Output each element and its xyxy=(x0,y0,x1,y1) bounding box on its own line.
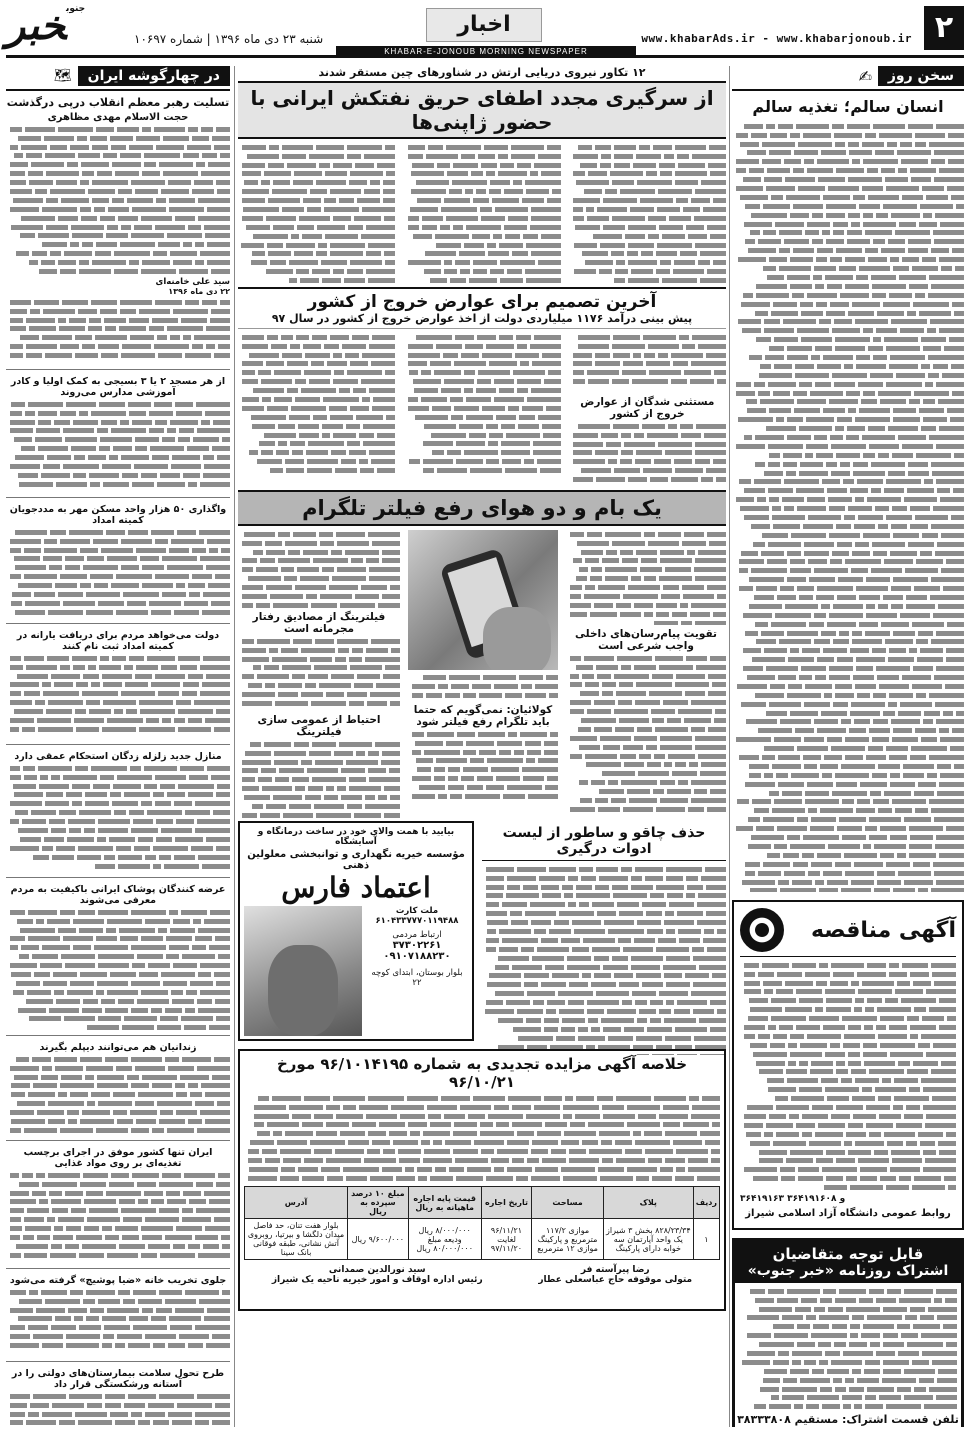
map-icon: 🗺 xyxy=(53,68,72,84)
tender-body xyxy=(740,961,956,1191)
telegram-subhead: احتیاط از عمومی سازی فیلترینگ xyxy=(257,714,381,738)
logo-text: خبر xyxy=(6,2,66,49)
charity-ad xyxy=(238,821,474,1041)
signatory-2-role: رئیس اداره اوقاف و امور خیریه ناحیه یک شیراز xyxy=(271,1275,483,1285)
brief-separator xyxy=(6,877,230,878)
auction-header-cell: مساحت xyxy=(532,1187,604,1219)
fire-story-col-a xyxy=(569,143,726,283)
card-number[interactable]: ۶۱۰۴۳۳۷۷۷۰۱۱۹۴۸۸ xyxy=(375,916,459,926)
auction-cell: ۸۲۸/۲۳/۳۴ بخش ۳ شیراز یک واحد آپارتمان سه خوابه دارای پارکینگ xyxy=(603,1219,693,1260)
telegram-story-c2 xyxy=(238,637,400,711)
condolence-body-2 xyxy=(6,298,230,364)
page-number: ۲ xyxy=(924,6,964,50)
brief-headline: زندانیان هم می‌توانند دیپلم بگیرند xyxy=(39,1042,197,1053)
brief-body xyxy=(6,400,230,492)
signatory-1-role: متولی موقوفه حاج عباسعلی عطار xyxy=(538,1275,693,1285)
exit-fee-sub: پیش بینی درآمد ۱۱۷۶ میلیاردی دولت از اخذ عوارض خروج از کشور در سال ۹۷ xyxy=(238,312,726,329)
brief-separator xyxy=(6,1035,230,1036)
brief-body xyxy=(6,1288,230,1356)
subscribe-phone[interactable]: ۳۸۳۳۳۸۰۸ xyxy=(737,1413,791,1426)
fire-story-col-c xyxy=(238,143,395,283)
editorial-title: انسان سالم؛ تغذیه سالم xyxy=(752,97,944,116)
brief-headline: ایران تنها کشور موفق در اجرای برچسب تغذیه‌ای بر روی مواد غذایی xyxy=(23,1147,213,1169)
tender-phone: ۳۶۴۱۹۱۶۳ و ۳۶۴۱۹۱۶۰۸ xyxy=(740,1194,846,1204)
paper-subtitle: KHABAR-E-JONOUB MORNING NEWSPAPER xyxy=(336,46,636,58)
exit-story-a2 xyxy=(569,422,726,484)
charity-photo xyxy=(244,906,362,1036)
charity-address: بلوار بوستان، ابتدای کوچه ۲۲ xyxy=(371,968,463,988)
condolence-title: تسلیت رهبر معظم انقلاب درپی درگذشت xyxy=(6,96,230,109)
signatory-1: رضا پیرآسته فر xyxy=(580,1265,650,1275)
subscribe-line2: اشتراک روزنامه «خبر جنوب» xyxy=(747,1263,949,1279)
telegram-story-a2 xyxy=(566,654,726,814)
site-urls[interactable]: www.khabarAds.ir - www.khabarjonoub.ir xyxy=(641,32,912,45)
auction-cell: ۱ xyxy=(693,1219,719,1260)
brief-list xyxy=(6,369,230,1427)
smartphone-photo xyxy=(408,530,558,670)
brief-body xyxy=(6,908,230,1030)
exit-fee-headline: آخرین تصمیم برای عوارض خروج از کشور xyxy=(307,292,657,312)
phones-label: ارتباط مردمی xyxy=(392,930,442,940)
university-logo-icon xyxy=(740,908,784,952)
fire-story-col-b xyxy=(403,143,560,283)
column-divider xyxy=(234,66,235,1427)
brief-body xyxy=(6,654,230,739)
auction-table xyxy=(244,1186,720,1260)
telegram-story-c1 xyxy=(238,530,400,608)
charity-line2: مؤسسه خیریه نگهداری و توانبخشی معلولین ذهنی xyxy=(247,849,465,871)
auction-row xyxy=(245,1219,720,1260)
tender-footer: روابط عمومی دانشگاه آزاد اسلامی شیراز xyxy=(745,1208,951,1219)
signatory-2: سید نورالدین صمدانی xyxy=(328,1265,426,1275)
brief-separator xyxy=(6,497,230,498)
subscribe-line1: قابل توجه متقاضیان xyxy=(772,1245,924,1263)
editorial-tag: سخن روز xyxy=(878,66,964,86)
telegram-story-b1 xyxy=(408,673,558,701)
brief-separator xyxy=(6,1140,230,1141)
brief-separator xyxy=(6,1361,230,1362)
condolence-body xyxy=(6,125,230,275)
auction-header-cell: پلاک xyxy=(603,1187,693,1219)
telegram-story-a1 xyxy=(566,530,726,625)
auction-ad xyxy=(238,1049,726,1311)
charity-phone-2[interactable]: ۰۹۱۰۷۱۸۸۲۳۰ xyxy=(383,951,451,962)
brief-body xyxy=(6,1392,230,1427)
telegram-subhead: تقویت پیام‌رسان‌های داخلی واجب شرعی است xyxy=(575,628,717,652)
column-divider xyxy=(729,66,730,1427)
exit-story-a1 xyxy=(569,333,726,393)
telegram-story-b2 xyxy=(408,730,558,806)
auction-cell: ۸/۰۰۰/۰۰۰ ریال ودیعه مبلغ ۸۰/۰۰۰/۰۰۰ ریال xyxy=(408,1219,481,1260)
card-label: ملت کارت xyxy=(395,906,439,916)
issue-line: شنبه ۲۳ دی ماه ۱۳۹۶ | شماره ۱۰۶۹۷ xyxy=(134,32,324,46)
leader-signature-date: ۲۲ دی ماه ۱۳۹۶ xyxy=(168,287,230,296)
kicker: ۱۲ تکاور نیروی دریایی ارتش در شناورهای چین مستقر شدند xyxy=(318,66,646,79)
subscribe-phone-label: تلفن قسمت اشتراک: مستقیم xyxy=(794,1413,959,1426)
pen-icon: ✍ xyxy=(858,66,872,86)
brief-headline: واگذاری ۵۰ هزار واحد مسکن مهر به مددجویان کمیته امداد xyxy=(9,504,227,526)
auction-header-cell: قیمت پایه اجاره ماهیانه به ریال xyxy=(408,1187,481,1219)
brief-headline: طرح تحول سلامت بیمارستان‌های دولتی را در آستانه ورشکستگی قرار داد xyxy=(11,1368,225,1390)
brief-headline: عرضه کنندگان پوشاک ایرانی باکیفیت به مردم معرفی می‌شوند xyxy=(10,884,226,906)
middle-column xyxy=(238,66,726,1427)
auction-cell: ۹۶/۱۱/۲۱ لغایت ۹۷/۱۱/۲۰ xyxy=(481,1219,532,1260)
auction-body xyxy=(244,1094,720,1186)
auction-cell: بلوار هفت تنان، حد فاصل میدان دلگشا و بیرتیا، روبروی آتش نشانی، طبقه فوقانی بانک سینا xyxy=(245,1219,348,1260)
leader-signature: سید علی خامنه‌ای xyxy=(155,277,230,287)
exit-story-c xyxy=(238,333,395,473)
exit-story-b xyxy=(403,333,560,473)
brief-headline: جلوی تخریب خانه «ضیا پوشیچ» گرفته می‌شود xyxy=(9,1275,227,1286)
telegram-headline: یک بام و دو هوای رفع فیلتر تلگرام xyxy=(302,496,662,520)
brief-separator xyxy=(6,1268,230,1269)
auction-header-cell: آدرس xyxy=(245,1187,348,1219)
brief-separator xyxy=(6,744,230,745)
main-headline: از سرگیری مجدد اطفای حریق نفتکش ایرانی با حضور ژاپنی‌ها xyxy=(250,86,714,134)
brief-body xyxy=(6,1055,230,1135)
brief-headline: منازل جدید زلزله زدگان استحکام عمقی دارد xyxy=(14,751,222,762)
auction-header-cell: مبلغ ۱۰ درصد سپرده به ریال xyxy=(348,1187,409,1219)
auction-header-cell: تاریخ اجاره xyxy=(481,1187,532,1219)
charity-phone-1[interactable]: ۳۷۳۰۲۲۶۱ xyxy=(392,940,442,951)
charity-name: اعتماد فارس xyxy=(281,871,431,904)
telegram-subhead: فیلترینگ از مصادیق رفتار مجرمانه است xyxy=(252,611,386,635)
auction-cell: موازی ۱۱۷/۲ مترمربع و پارکینگ موازی ۱۲ مترمربع xyxy=(532,1219,604,1260)
telegram-subhead: کولائیان: نمی‌گویم که حتما باید تلگرام رفع فیلتر شود xyxy=(413,704,553,728)
auction-header-cell: ردیف xyxy=(693,1187,719,1219)
subscription-ad xyxy=(732,1238,964,1427)
auction-cell: ۹/۶۰۰/۰۰۰ ریال xyxy=(348,1219,409,1260)
newspaper-logo xyxy=(6,4,126,48)
left-column xyxy=(6,66,230,1427)
section-title: اخبار xyxy=(426,8,542,42)
editorial-body xyxy=(732,122,964,892)
province-tag: در چهارگوشه ایران xyxy=(78,66,230,86)
telegram-story-c3 xyxy=(238,740,400,820)
tender-ad xyxy=(732,900,964,1230)
subscribe-body xyxy=(735,1283,961,1409)
right-column xyxy=(732,66,964,1427)
brief-body xyxy=(6,1171,230,1263)
brief-body xyxy=(6,764,230,872)
brief-separator xyxy=(6,369,230,370)
charity-line1: بیایید با همت والای خود در ساخت درمانگاه و آسایشگاه xyxy=(257,827,455,847)
auction-title: خلاصه آگهی مزایده تجدیدی به شماره ۹۶/۱۰۱۴۱۹۵ مورخ ۹۶/۱۰/۲۱ xyxy=(276,1055,688,1091)
weapons-story xyxy=(482,865,726,1055)
tender-title: آگهی مناقصه xyxy=(810,917,956,943)
logo-small: جنوب xyxy=(65,4,86,14)
weapons-headline: حذف چاقو و ساطور از لیست ادوات درگیری xyxy=(482,825,726,861)
brief-headline: از هر مسجد ۲ یا ۳ بسیجی به کمک اولیا و کادر آموزشی مدارس می‌روند xyxy=(10,376,226,398)
brief-separator xyxy=(6,623,230,624)
masthead xyxy=(6,2,964,58)
brief-headline: دولت می‌خواهد مردم برای دریافت یارانه در کمیته امداد ثبت نام کنند xyxy=(16,630,220,652)
exit-subhead: مستثنی شدگان از عوارض خروج از کشور xyxy=(580,396,715,420)
condolence-title-2: حجت الاسلام مهدی مظاهری xyxy=(47,112,189,123)
brief-body xyxy=(6,528,230,618)
